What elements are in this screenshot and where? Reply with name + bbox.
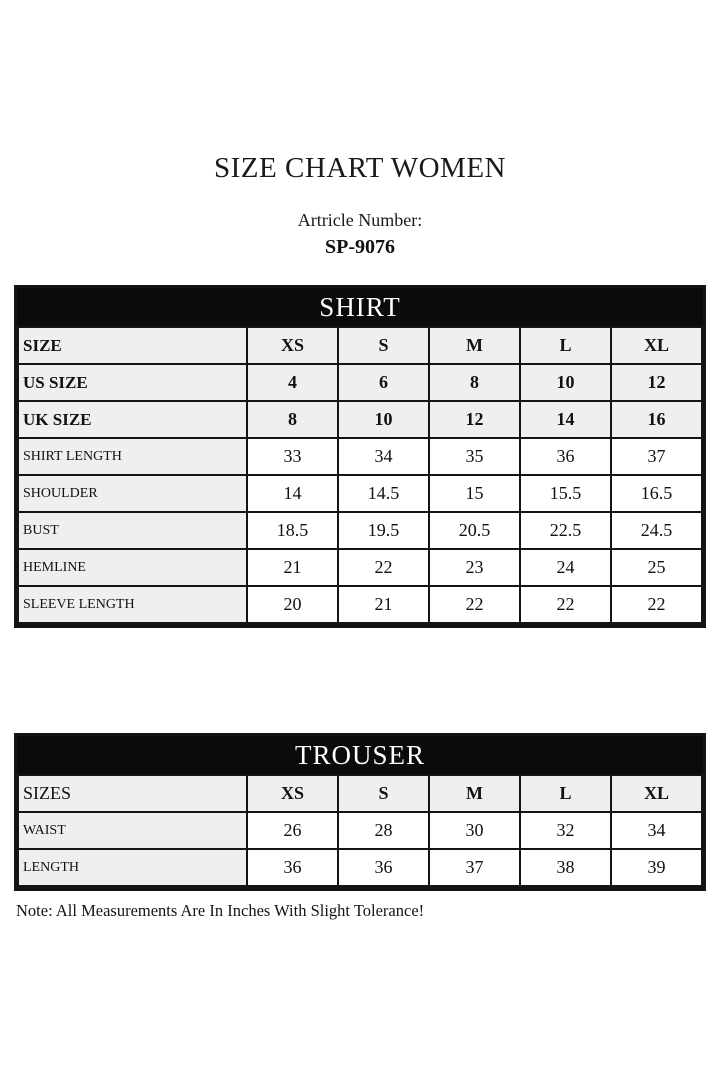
- table-row: [18, 475, 702, 512]
- size-value-cell: 22: [611, 586, 702, 623]
- size-value-cell: 12: [611, 364, 702, 401]
- size-value-cell: 37: [429, 849, 520, 886]
- size-value-cell: 33: [247, 438, 338, 475]
- size-value-cell: 36: [520, 438, 611, 475]
- size-value-cell: 8: [247, 401, 338, 438]
- size-value-cell: 24.5: [611, 512, 702, 549]
- size-value-cell: 20.5: [429, 512, 520, 549]
- size-value-cell: 14: [247, 475, 338, 512]
- size-value-cell: 22: [429, 586, 520, 623]
- row-label: US SIZE: [18, 364, 247, 401]
- size-value-cell: 30: [429, 812, 520, 849]
- size-value-cell: 4: [247, 364, 338, 401]
- size-value-cell: 20: [247, 586, 338, 623]
- size-value-cell: 10: [338, 401, 429, 438]
- row-label: HEMLINE: [18, 549, 247, 586]
- row-label: WAIST: [18, 812, 247, 849]
- table-row: [18, 849, 702, 886]
- row-label: LENGTH: [18, 849, 247, 886]
- size-value-cell: 16: [611, 401, 702, 438]
- table-row: [18, 549, 702, 586]
- size-value-cell: 12: [429, 401, 520, 438]
- row-label: SLEEVE LENGTH: [18, 586, 247, 623]
- size-value-cell: 10: [520, 364, 611, 401]
- size-value-cell: 14.5: [338, 475, 429, 512]
- size-value-cell: 38: [520, 849, 611, 886]
- row-label: SHIRT LENGTH: [18, 438, 247, 475]
- trouser-table: [17, 774, 703, 887]
- size-value-cell: 6: [338, 364, 429, 401]
- size-value-cell: S: [338, 327, 429, 364]
- page-title: SIZE CHART WOMEN: [214, 152, 506, 184]
- size-value-cell: 34: [338, 438, 429, 475]
- size-value-cell: 25: [611, 549, 702, 586]
- table-row: [18, 327, 702, 364]
- size-value-cell: 36: [247, 849, 338, 886]
- size-value-cell: 8: [429, 364, 520, 401]
- size-value-cell: 28: [338, 812, 429, 849]
- shirt-table-banner: SHIRT: [17, 288, 703, 326]
- size-value-cell: 37: [611, 438, 702, 475]
- table-row: [18, 812, 702, 849]
- size-value-cell: 32: [520, 812, 611, 849]
- size-value-cell: 15.5: [520, 475, 611, 512]
- row-label: SIZE: [18, 327, 247, 364]
- size-value-cell: XS: [247, 327, 338, 364]
- size-value-cell: M: [429, 775, 520, 812]
- size-value-cell: XL: [611, 775, 702, 812]
- size-value-cell: M: [429, 327, 520, 364]
- size-value-cell: 26: [247, 812, 338, 849]
- size-value-cell: 24: [520, 549, 611, 586]
- shirt-table: [17, 326, 703, 624]
- row-label: UK SIZE: [18, 401, 247, 438]
- table-row: [18, 512, 702, 549]
- size-value-cell: 18.5: [247, 512, 338, 549]
- table-row: [18, 438, 702, 475]
- size-value-cell: S: [338, 775, 429, 812]
- size-value-cell: 34: [611, 812, 702, 849]
- size-value-cell: 21: [338, 586, 429, 623]
- size-value-cell: 22.5: [520, 512, 611, 549]
- article-number-value: SP-9076: [325, 236, 395, 258]
- size-value-cell: 16.5: [611, 475, 702, 512]
- table-row: [18, 364, 702, 401]
- size-value-cell: 14: [520, 401, 611, 438]
- row-label: BUST: [18, 512, 247, 549]
- measurement-note: Note: All Measurements Are In Inches With Slight Tolerance!: [16, 901, 425, 920]
- size-value-cell: 39: [611, 849, 702, 886]
- trouser-size-table: [14, 733, 706, 891]
- table-row: [18, 775, 702, 812]
- size-value-cell: 15: [429, 475, 520, 512]
- table-row: [18, 586, 702, 623]
- size-value-cell: L: [520, 327, 611, 364]
- size-value-cell: XL: [611, 327, 702, 364]
- article-number-label: Artricle Number:: [297, 210, 423, 230]
- row-label: SIZES: [18, 775, 247, 812]
- size-value-cell: 23: [429, 549, 520, 586]
- size-value-cell: 21: [247, 549, 338, 586]
- row-label: SHOULDER: [18, 475, 247, 512]
- size-value-cell: 35: [429, 438, 520, 475]
- size-value-cell: 22: [338, 549, 429, 586]
- table-row: [18, 401, 702, 438]
- size-value-cell: XS: [247, 775, 338, 812]
- size-value-cell: 22: [520, 586, 611, 623]
- trouser-table-banner: TROUSER: [17, 736, 703, 774]
- shirt-size-table: [14, 285, 706, 628]
- size-value-cell: L: [520, 775, 611, 812]
- size-value-cell: 19.5: [338, 512, 429, 549]
- size-value-cell: 36: [338, 849, 429, 886]
